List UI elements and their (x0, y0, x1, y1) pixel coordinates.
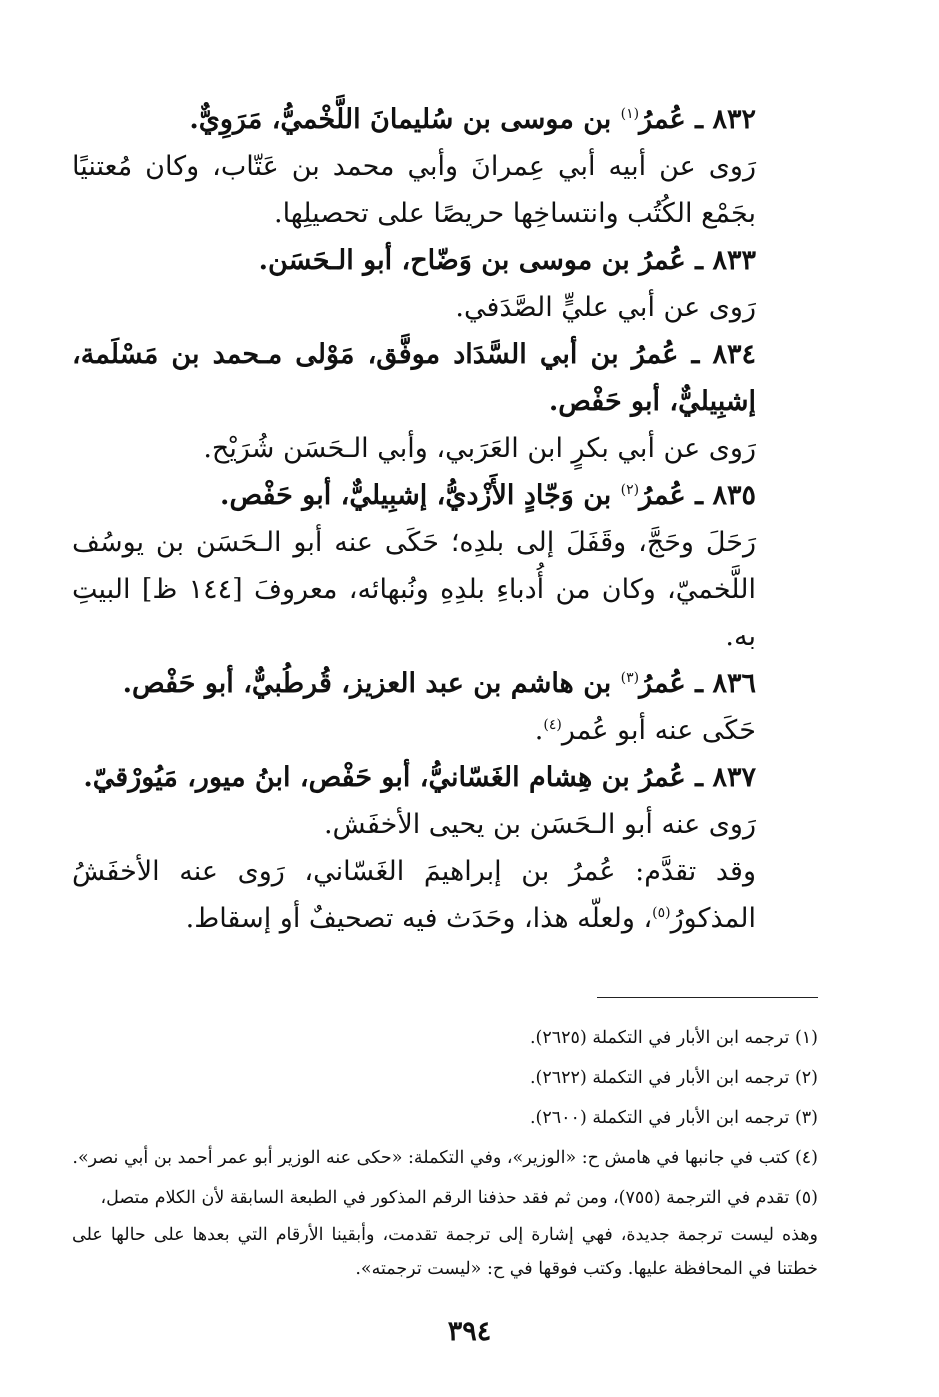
footnote (72, 1178, 818, 1286)
entry-name-rest: بن موسى بن سُليمانَ اللَّخْميُّ، مَرَوِيٌّ. (189, 104, 621, 135)
entry-heading (72, 237, 818, 284)
footnote-number: (١) (794, 1028, 818, 1048)
footnote-text: ترجمه ابن الأبار في التكملة (٢٦٠٠). (529, 1108, 795, 1128)
entry-heading (72, 331, 818, 425)
entry-name: عُمرُ بن هِشام الغَسّانيُّ، أبو حَفْص، ابنُ ميور، مَيُورْقيّ. (83, 762, 686, 793)
footnote (72, 1018, 818, 1058)
entry-name: عُمرُ (639, 668, 686, 699)
footnote-text: كتب في جانبها في هامش ح: «الوزير»، وفي التكملة: «حكى عنه الوزير أبو عمر أحمد بن أبي نصر». (72, 1148, 795, 1168)
entry-heading (72, 96, 818, 143)
entry-text-main: وقد تقدَّم: عُمرُ بن إبراهيمَ الغَسّاني، رَوى عنه الأخفَشُ المذكورُ (72, 856, 756, 934)
footnote-ref: (٣) (620, 670, 640, 686)
entry-name: عُمرُ بن موسى بن وَضّاح، أبو الـحَسَن. (258, 245, 686, 276)
entry-heading (72, 754, 818, 801)
entries (72, 96, 818, 942)
entry-text: رَوى عن أبي عليٍّ الصَّدَفي. (455, 292, 756, 323)
footnote (72, 1058, 818, 1098)
footnote-text: ترجمه ابن الأبار في التكملة (٢٦٢٢). (529, 1068, 795, 1088)
entry-heading (72, 472, 818, 519)
footnote-ref: (٤) (543, 717, 562, 733)
entry-number: ٨٣٤ ـ (691, 339, 757, 370)
entry-name: عُمرُ (639, 480, 686, 511)
page-number: ٣٩٤ (447, 1316, 492, 1347)
entry-text-rest: ، ولعلّه هذا، وحَدَث فيه تصحيفٌ أو إسقاط. (185, 903, 653, 934)
page-body (72, 96, 818, 942)
footnote-ref: (٢) (620, 482, 640, 498)
footnote-continuation: وهذه ليست ترجمة جديدة، فهي إشارة إلى ترجمة تقدمت، وأبقينا الأرقام التي بعدها على حالها على خطتنا في المحافظة عليها. وكتب فوقها في ح: «ليست ترجمته». (72, 1225, 818, 1279)
footnote (72, 1098, 818, 1138)
entry-number: ٨٣٦ ـ (695, 668, 756, 699)
entry-text (72, 707, 818, 754)
entry-text: رَوى عن أبي بكرٍ ابن العَرَبي، وأبي الـحَسَن شُرَيْح. (203, 433, 756, 464)
entry-text-rest: . (534, 715, 544, 746)
entry-name: عُمرُ بن أبي السَّدَاد موفَّق، مَوْلى مـحمد بن مَسْلَمة، إشبِيليٌّ، أبو حَفْص. (72, 339, 756, 417)
footnote (72, 1138, 818, 1178)
entry-name-rest: بن وَجّادٍ الأَزْديُّ، إشبِيليٌّ، أبو حَفْص. (220, 480, 621, 511)
entry-number: ٨٣٧ ـ (695, 762, 756, 793)
footnote-number: (٣) (794, 1108, 818, 1128)
entry-number: ٨٣٢ ـ (695, 104, 756, 135)
entry-text: رَوى عنه أبو الـحَسَن بن يحيى الأخفَش. (323, 809, 756, 840)
entry-number: ٨٣٥ ـ (695, 480, 756, 511)
footnote-ref: (١) (620, 106, 640, 122)
entry-name: عُمرُ (639, 104, 686, 135)
footnotes (72, 1018, 818, 1286)
entry-text-main: حَكَى عنه أبو عُمر (561, 715, 756, 746)
entry-text (72, 848, 818, 942)
entry-heading (72, 660, 818, 707)
footnote-text: تقدم في الترجمة (٧٥٥)، ومن ثم فقد حذفنا الرقم المذكور في الطبعة السابقة لأن الكلام متصل، (100, 1188, 795, 1208)
footnote-number: (٤) (794, 1148, 818, 1168)
footnote-ref: (٥) (652, 905, 671, 921)
footnote-number: (٥) (794, 1188, 818, 1208)
footnote-divider (597, 997, 818, 998)
entry-name-rest: بن هاشم بن عبد العزيز، قُرطُبيٌّ، أبو حَفْص. (122, 668, 621, 699)
entry-text: رَوى عن أبيه أبي عِمرانَ وأبي محمد بن عَتّاب، وكان مُعتنيًا بجَمْع الكُتُب وانتساخِها حريصًا على تحصيلِها. (72, 151, 756, 229)
entry-text: رَحَلَ وحَجَّ، وقَفَلَ إلى بلدِه؛ حَكَى عنه أبو الـحَسَن بن يوسُف اللَّخميّ، وكان من أُدباءِ بلدِهِ ونُبهائه، معروفَ [١٤٤ ظ] البيتِ به. (72, 527, 756, 652)
footnote-text: ترجمه ابن الأبار في التكملة (٢٦٢٥). (529, 1028, 795, 1048)
footnote-number: (٢) (794, 1068, 818, 1088)
entry-number: ٨٣٣ ـ (695, 245, 756, 276)
